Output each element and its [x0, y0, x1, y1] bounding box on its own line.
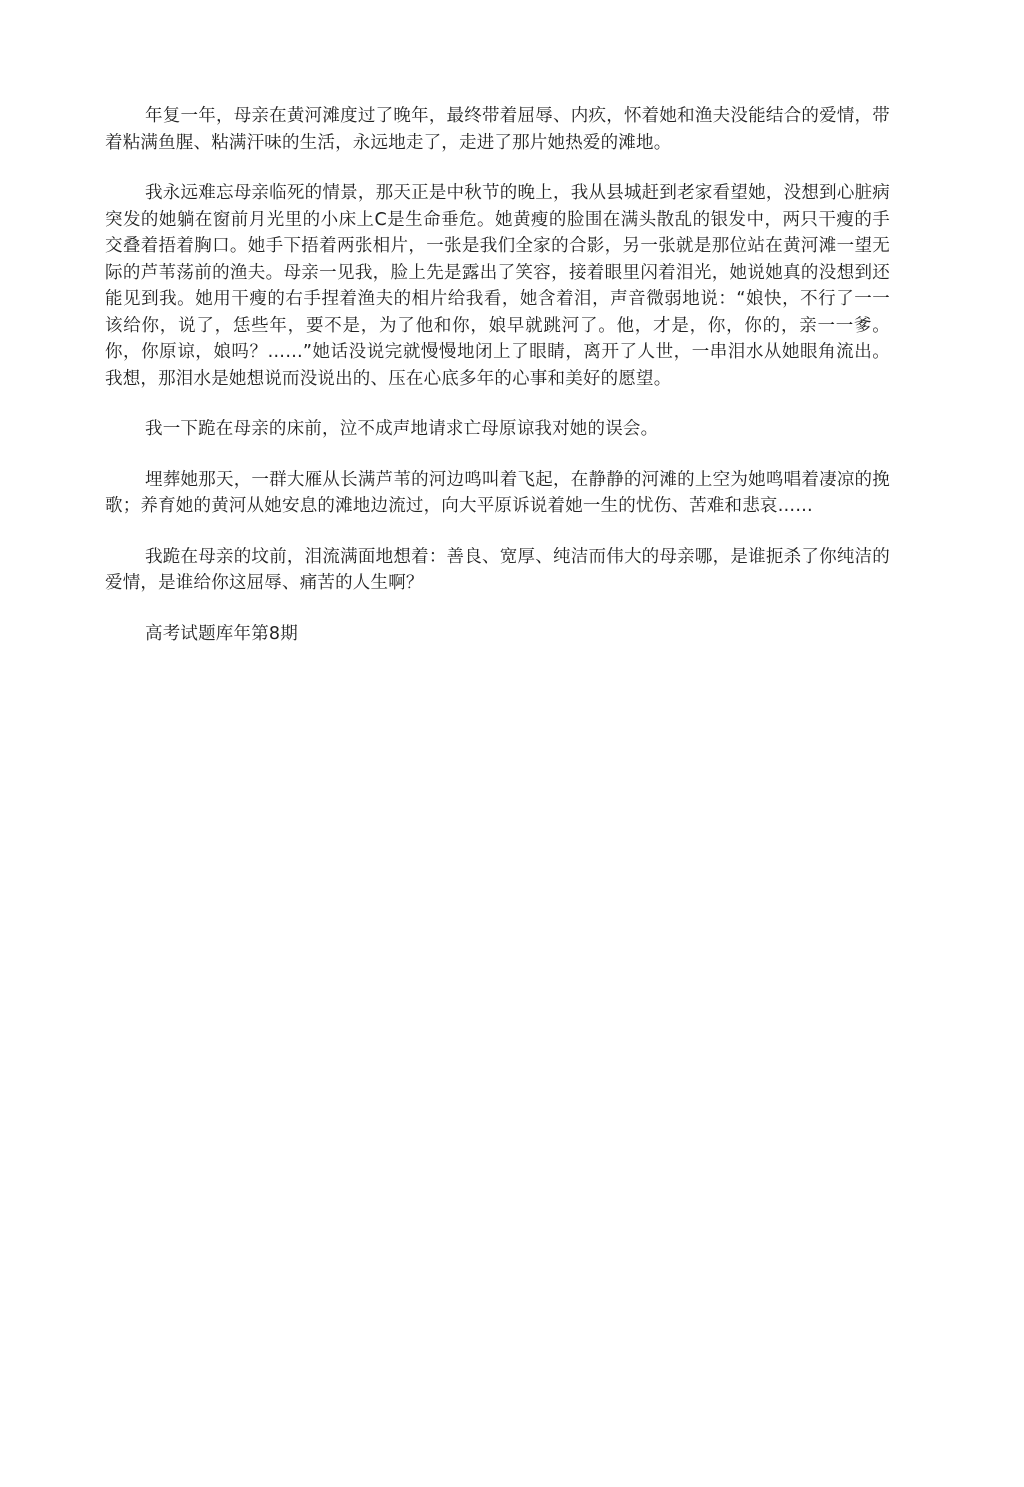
document-body: [105, 103, 890, 671]
paragraph-5: 我跪在母亲的坟前，泪流满面地想着：善良、宽厚、纯洁而伟大的母亲哪，是谁扼杀了你纯洁的爱情，是谁给你这屈辱、痛苦的人生啊？: [105, 546, 890, 593]
paragraph-3: 我一下跪在母亲的床前，泣不成声地请求亡母原谅我对她的误会。: [145, 419, 659, 439]
paragraph-1: 年复一年，母亲在黄河滩度过了晚年，最终带着屈辱、内疚，怀着她和渔夫没能结合的爱情，带着粘满鱼腥、粘满汗味的生活，永远地走了，走进了那片她热爱的滩地。: [105, 106, 890, 153]
paragraph-2: 我永远难忘母亲临死的情景，那天正是中秋节的晚上，我从县城赶到老家看望她，没想到心脏病突发的她躺在窗前月光里的小床上C是生命垂危。她黄瘦的脸围在满头散乱的银发中，两只干瘦的手交叠着捂着胸口。她手下捂着两张相片，一张是我们全家的合影，另一张就是那位站在黄河滩一望无际的芦苇荡前的渔夫。母亲一见我，脸上先是露出了笑容，接着眼里闪着泪光，她说她真的没想到还能见到我。她用干瘦的右手捏着渔夫的相片给我看，她含着泪，声音微弱地说：“娘快，不行了一一该给你，说了，恁些年，要不是，为了他和你，娘早就跳河了。他，才是，你，你的，亲一一爹。你，你原谅，娘吗？……”她话没说完就慢慢地闭上了眼睛，离开了人世，一串泪水从她眼角流出。我想，那泪水是她想说而没说出的、压在心底多年的心事和美好的愿望。: [105, 183, 890, 389]
paragraph-4: 埋葬她那天，一群大雁从长满芦苇的河边鸣叫着飞起，在静静的河滩的上空为她鸣唱着凄凉的挽歌；养育她的黄河从她安息的滩地边流过，向大平原诉说着她一生的忧伤、苦难和悲哀……: [105, 469, 890, 516]
source-citation: 高考试题库年第8期: [145, 623, 298, 644]
